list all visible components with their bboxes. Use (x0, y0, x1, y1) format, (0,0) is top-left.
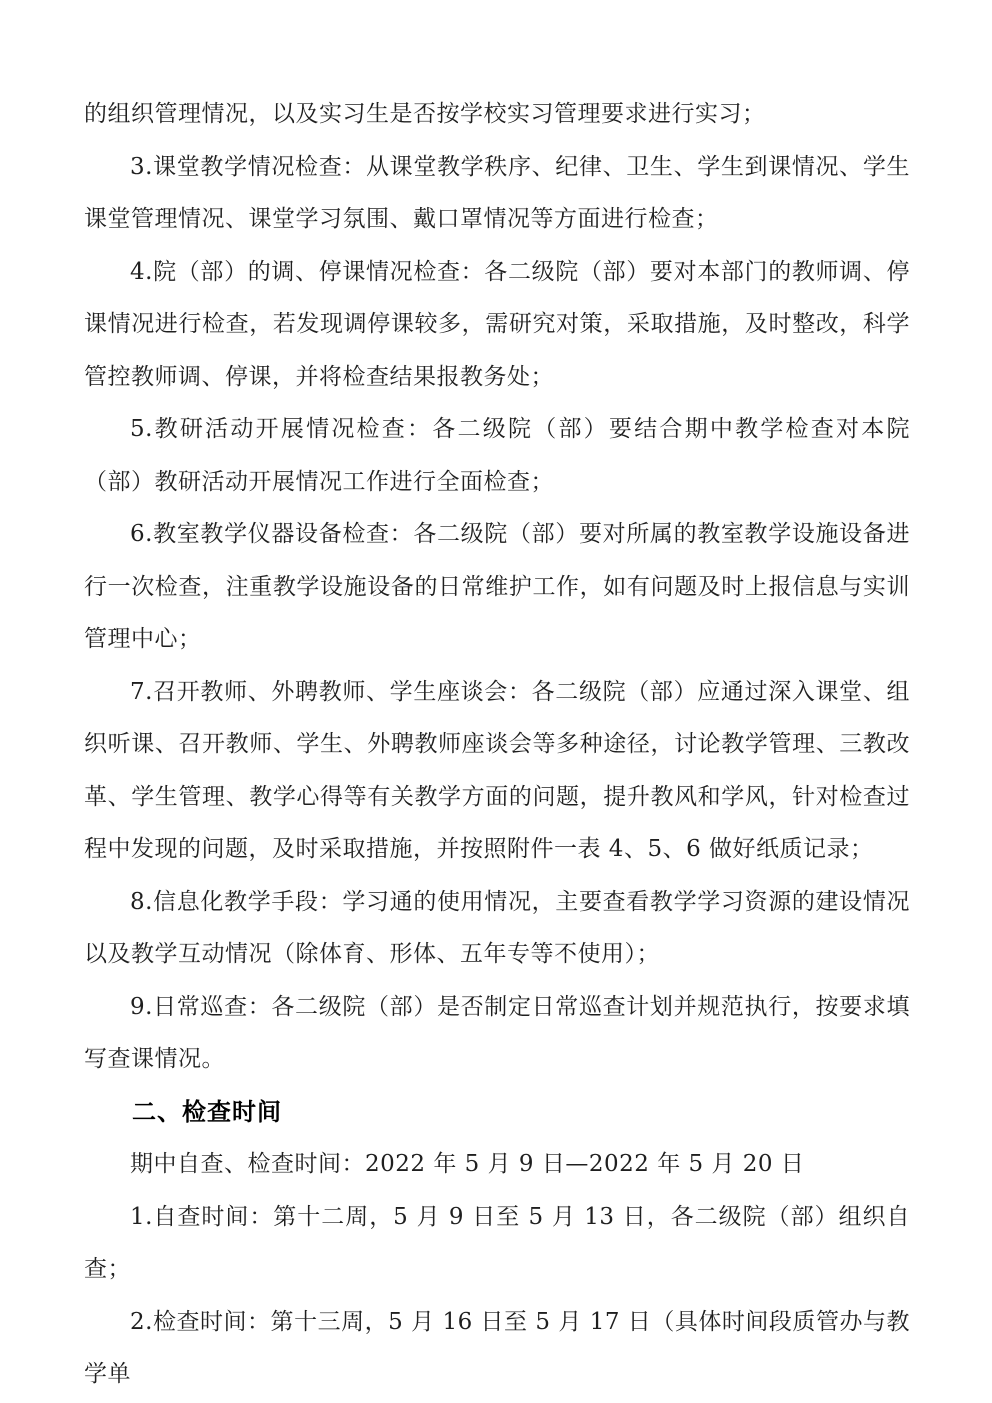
section-heading-inspection-time: 二、检查时间 (132, 1097, 282, 1126)
paragraph-inspection-period: 期中自查、检查时间：2022 年 5 月 9 日—2022 年 5 月 20 日 (130, 1151, 805, 1177)
paragraph-item-9-daily-patrol: 9.日常巡查：各二级院（部）是否制定日常巡查计划并规范执行，按要求填写查课情况。 (84, 993, 910, 1072)
paragraph-continuation: 的组织管理情况，以及实习生是否按学校实习管理要求进行实习； (84, 101, 766, 127)
paragraph-item-6-equipment-check: 6.教室教学仪器设备检查：各二级院（部）要对所属的教室教学设施设备进行一次检查，注重教学设施设备的日常维护工作，如有问题及时上报信息与实训管理中心； (84, 521, 910, 652)
paragraph-item-4-class-adjustment: 4.院（部）的调、停课情况检查：各二级院（部）要对本部门的教师调、停课情况进行检查，若发现调停课较多，需研究对策，采取措施，及时整改，科学管控教师调、停课，并将检查结果报教务处； (84, 258, 910, 390)
paragraph-item-7-forums: 7.召开教师、外聘教师、学生座谈会：各二级院（部）应通过深入课堂、组织听课、召开教师、学生、外聘教师座谈会等多种途径，讨论教学管理、三教改革、学生管理、教学心得等有关教学方面的问题，提升教风和学风，针对检查过程中发现的问题，及时采取措施，并按照附件一表 4、5、6 做好纸质记录； (84, 678, 910, 862)
document-body (84, 88, 910, 1401)
paragraph-item-8-informatization: 8.信息化教学手段：学习通的使用情况，主要查看教学学习资源的建设情况以及教学互动情况（除体育、形体、五年专等不使用）； (84, 888, 910, 967)
paragraph-item-5-research-activities: 5.教研活动开展情况检查：各二级院（部）要结合期中教学检查对本院（部）教研活动开展情况工作进行全面检查； (84, 416, 910, 495)
paragraph-check-time: 2.检查时间：第十三周，5 月 16 日至 5 月 17 日（具体时间段质管办与教学单 (84, 1308, 910, 1387)
paragraph-self-check-time: 1.自查时间：第十二周，5 月 9 日至 5 月 13 日，各二级院（部）组织自查； (84, 1203, 910, 1282)
paragraph-item-3-classroom-teaching: 3.课堂教学情况检查：从课堂教学秩序、纪律、卫生、学生到课情况、学生课堂管理情况、课堂学习氛围、戴口罩情况等方面进行检查； (84, 153, 910, 232)
